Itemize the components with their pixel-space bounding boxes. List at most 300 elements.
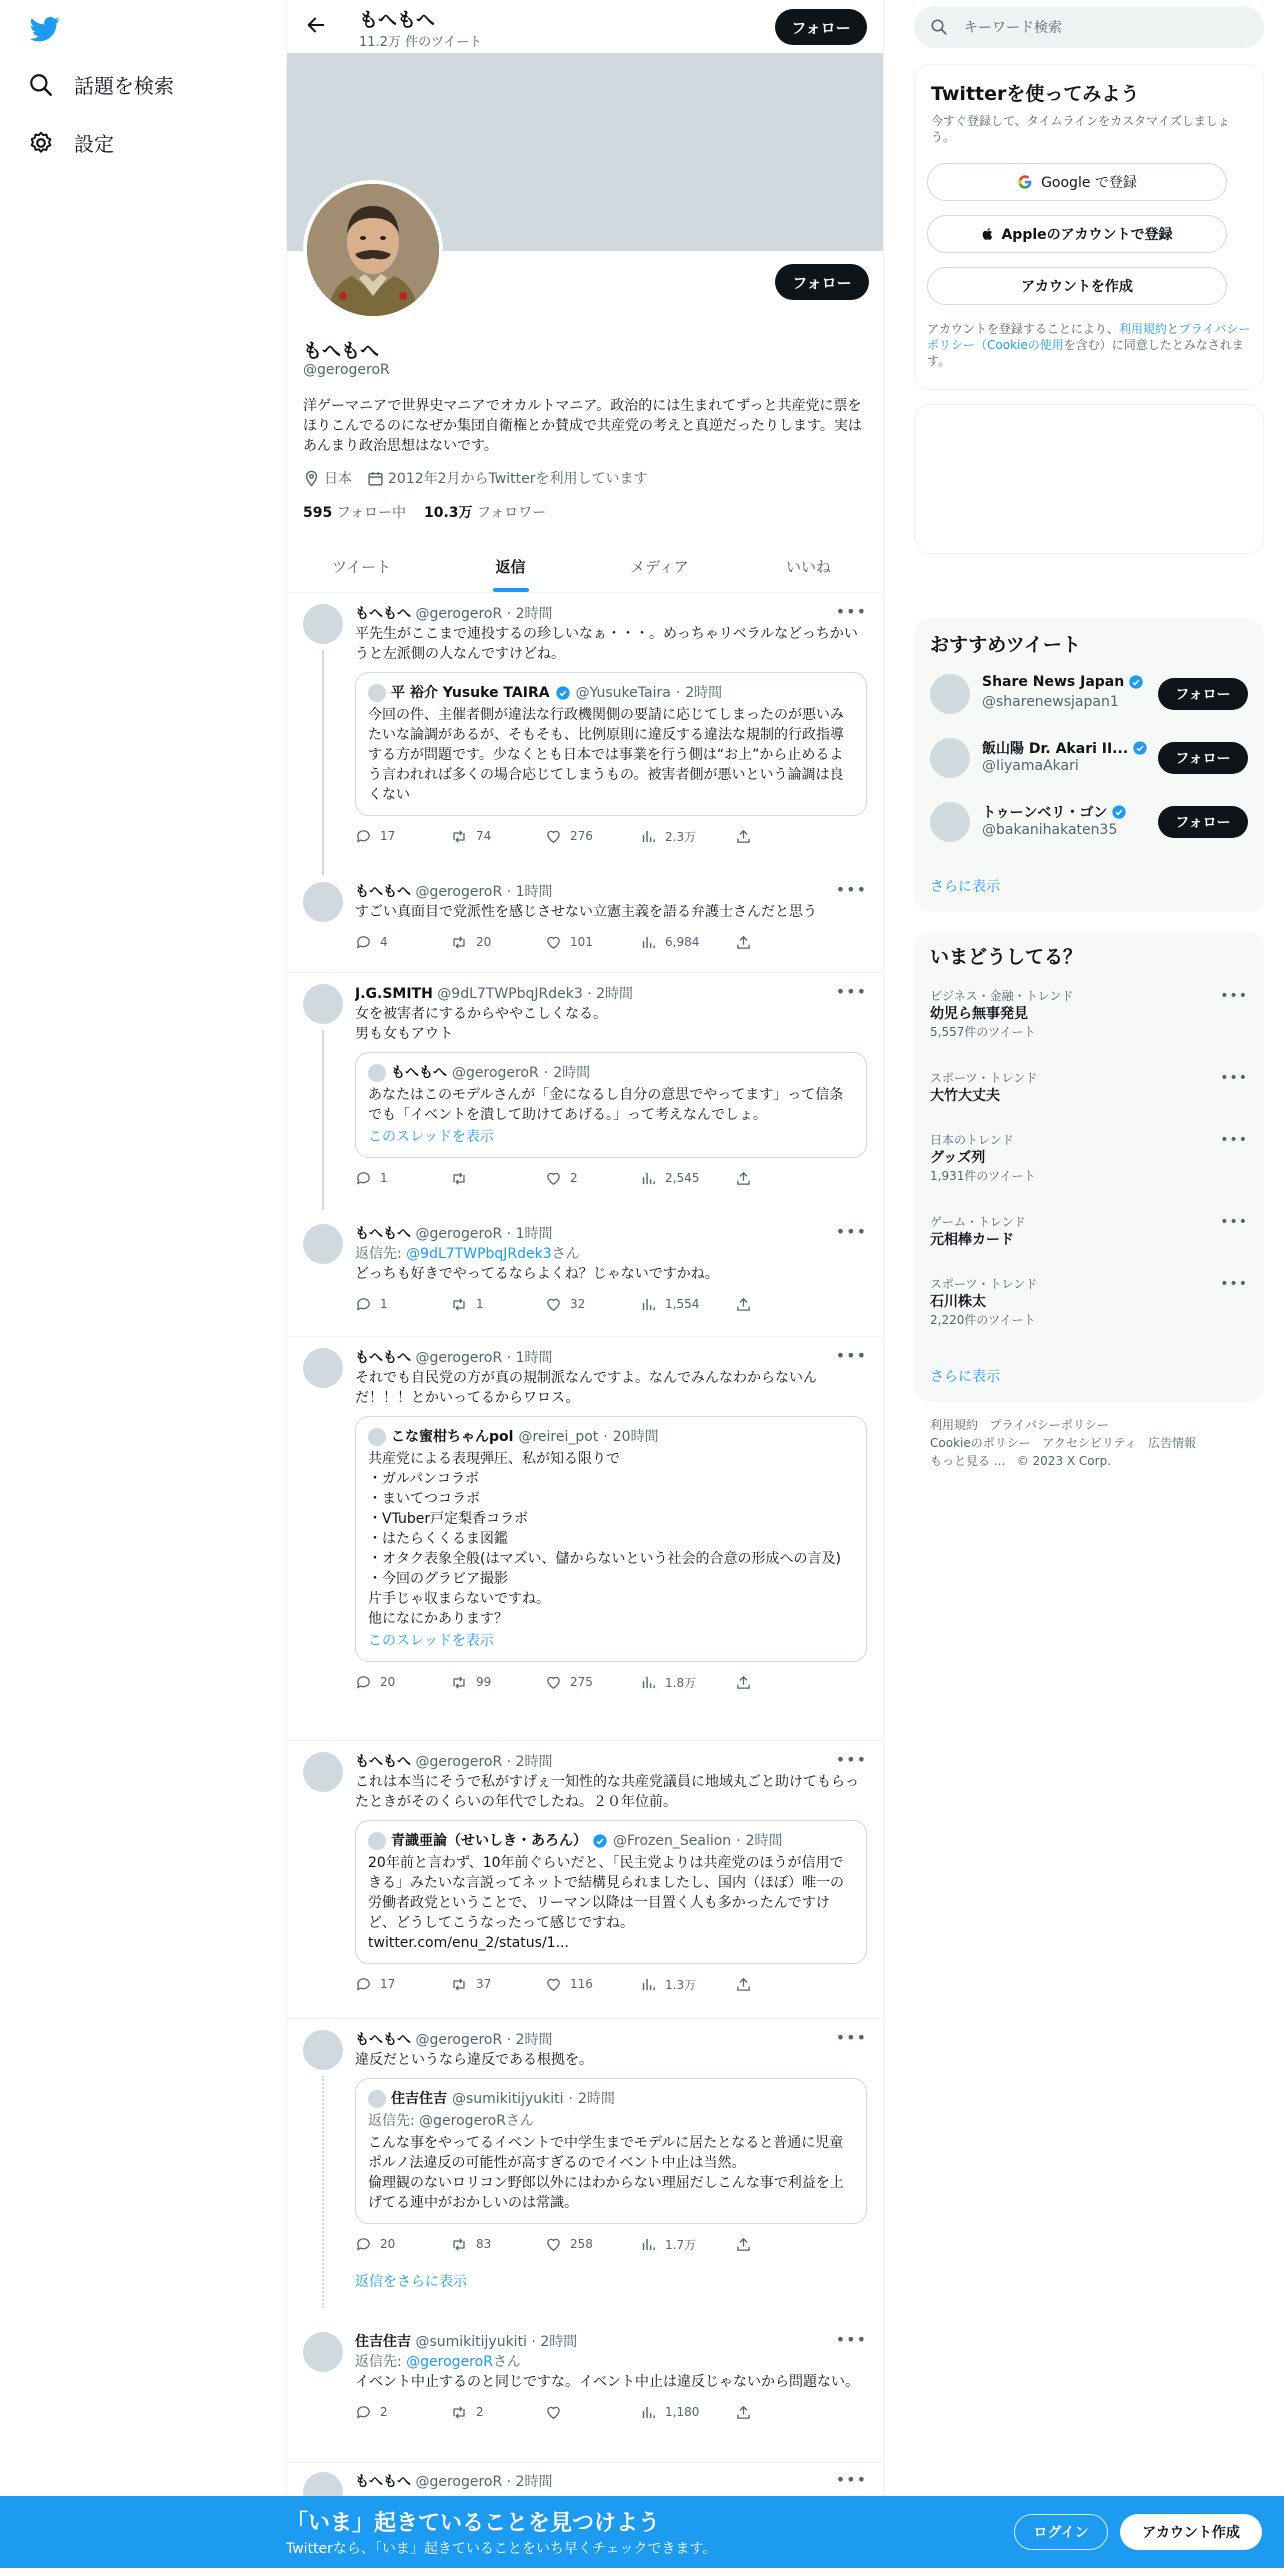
quote-avatar xyxy=(368,1064,386,1082)
reply-button[interactable] xyxy=(355,2236,450,2253)
empty-widget xyxy=(914,404,1264,554)
more-icon[interactable]: ••• xyxy=(1220,1132,1248,1148)
tweet[interactable]: ••• もへもへ @gerogeroR · 1時間 すごい真面目で党派性を感じさせない立憲主義を語る弁護士さんだと思う 4 20 101 6,984 xyxy=(287,874,883,972)
tweet-author-name[interactable]: もへもへ xyxy=(355,1754,411,1770)
tweet-text: 違反だというなら違反である根拠を。 xyxy=(355,2052,593,2068)
trend-category: スポーツ・トレンド xyxy=(930,1277,1038,1291)
tweet-author-name[interactable]: もへもへ xyxy=(355,1226,411,1242)
tweet-text: すごい真面目で党派性を感じさせない立憲主義を語る弁護士さんだと思う xyxy=(355,904,817,920)
tweet-time[interactable]: 1時間 xyxy=(515,884,553,900)
bottom-bar-subtitle: Twitterなら、「いま」起きていることをいち早くチェックできます。 xyxy=(286,2541,717,2557)
views-button[interactable] xyxy=(640,1296,735,1313)
profile-location xyxy=(303,468,352,488)
trend-category: スポーツ・トレンド xyxy=(930,1071,1038,1085)
recommended-name xyxy=(982,674,1144,690)
following-link[interactable] xyxy=(303,502,406,522)
trend-item[interactable] xyxy=(930,1276,1248,1328)
profile-bio: 洋ゲーマニアで世界史マニアでオカルトマニア。政治的には生まれてずっと共産党に票をほりこんでるのになぜか集団自衛権とか賛成で共産党の考えと真逆だったりします。実はあんまり政治思想はないです。 xyxy=(303,398,862,454)
tweet-avatar[interactable] xyxy=(303,1752,343,1792)
tweet[interactable]: ••• もへもへ @gerogeroR · 1時間 それでも自民党の方が真の規制派なんですよ。なんでみんなわからないんだ！！！とかいってるからワロス。 こな蜜柑ちゃんpol @reirei_pot · 20時間 共産党による表現弾圧、私が知る限りで ・ガルパンコラボ ・まいてつコラボ ・VTuber戸定梨香コラボ ・はたらくくるま図鑑 ・オタク表象全般(はマズい、儲からないという社会的合意の形成への言及) ・今回のグラビア撮影 片手じゃ収まらないですね。 他になにかあります？ このスレッドを表示 20 99 275 1.8万 xyxy=(287,1338,883,1738)
reply-button[interactable] xyxy=(355,1296,450,1313)
legal-post: を含む）に同意したとみなされます。 xyxy=(927,338,1244,368)
show-more-replies-link[interactable]: 返信をさらに表示 xyxy=(355,2274,467,2290)
reply-icon xyxy=(355,828,372,845)
google-signup-label: Google で登録 xyxy=(1041,175,1137,191)
quote-author-name: 住吉住吉 xyxy=(391,2091,447,2107)
profile-header-bar xyxy=(287,0,883,53)
views-button[interactable] xyxy=(640,1674,735,1691)
tweet[interactable]: ••• 住吉住吉 @sumikitijyukiti · 2時間 返信先: @gerogeroRさん イベント中止するのと同じですな。イベント中止は違反じゃないから問題ない。 2 2 1,180 xyxy=(287,2322,883,2462)
avatar[interactable] xyxy=(930,802,970,842)
tweet-author-handle[interactable]: @gerogeroR xyxy=(415,884,503,900)
tweet[interactable]: ••• もへもへ @gerogeroR · 2時間 xyxy=(287,2464,883,2504)
signup-legal xyxy=(927,321,1253,369)
recommended-name-text: トゥーンベリ・ゴン xyxy=(982,805,1108,821)
footer-more[interactable]: もっと見る ... xyxy=(930,1454,1006,1468)
signup-title: Twitterを使ってみよう xyxy=(931,83,1140,105)
profile-joined xyxy=(367,468,647,488)
like-count: 258 xyxy=(570,2237,593,2251)
more-icon[interactable]: ••• xyxy=(835,602,867,621)
tweet[interactable]: ••• もへもへ @gerogeroR · 2時間 これは本当にそうで私がすげぇ一知性的な共産党議員に地域丸ごと助けてもらったときがそのくらいの年代でしたね。２０年位前。 青識亜論（せいしき・あろん） @Frozen_Sealion · 2時間 20年前と言わず、10年前ぐらいだと、「民主党よりは共産党のほうが信用できる」みたいな言説ってネットで結構見られましたし、国内（ほぼ）唯一の労働者政党ということで、リーマン以降は一目置く人も多かったんですけど、どうしてこうなったって感じですね。 twitter.com/enu_2/status/1... 17 37 116 1.3万 xyxy=(287,1742,883,2016)
share-icon xyxy=(735,1296,752,1313)
more-icon[interactable]: ••• xyxy=(835,2028,867,2047)
search-box[interactable] xyxy=(914,6,1264,48)
share-button[interactable] xyxy=(735,828,830,845)
terms-link[interactable]: 利用規約 xyxy=(1118,322,1167,336)
profile-joined-text: 2012年2月からTwitterを利用しています xyxy=(388,471,648,487)
view-count: 1.8万 xyxy=(665,1675,697,1690)
trend-name: 石川株太 xyxy=(930,1294,986,1310)
retweet-count: 37 xyxy=(476,1977,492,1991)
quote-author-name: もへもへ xyxy=(391,1065,447,1081)
retweet-button[interactable] xyxy=(450,828,545,845)
privacy-link[interactable]: プライバシーポリシー（Cookieの使用 xyxy=(927,322,1251,352)
verified-badge-icon xyxy=(1128,674,1144,690)
reply-button[interactable] xyxy=(355,828,450,845)
reply-icon xyxy=(355,1296,372,1313)
nav-settings-label: 設定 xyxy=(74,132,114,156)
tweet-author-handle[interactable]: @gerogeroR xyxy=(415,1754,503,1770)
tweet-time[interactable]: 2時間 xyxy=(540,2334,578,2350)
like-button[interactable] xyxy=(545,2404,640,2421)
reply-button[interactable] xyxy=(355,1170,450,1187)
tweet-time[interactable]: 2時間 xyxy=(515,2032,553,2048)
tweet-actions xyxy=(355,1294,867,1314)
show-thread-link[interactable]: このスレッドを表示 xyxy=(368,1633,494,1649)
tweet-text: どっちも好きでやってるならよくね？じゃないですかね。 xyxy=(355,1266,719,1282)
reply-count: 17 xyxy=(380,1977,396,1991)
views-chart-icon xyxy=(640,1674,657,1691)
quote-reply-to: 返信先: @gerogeroRさん xyxy=(368,2113,534,2129)
share-icon xyxy=(735,1976,752,1993)
thread-line xyxy=(322,1030,324,1210)
tweet-author-name[interactable]: もへもへ xyxy=(355,2474,411,2490)
follow-button[interactable]: フォロー xyxy=(1158,742,1248,774)
footer-copyright: © 2023 X Corp. xyxy=(1016,1454,1112,1468)
retweet-icon xyxy=(450,2404,468,2421)
tab-tweets[interactable]: ツイート xyxy=(331,557,392,576)
like-count: 2 xyxy=(570,1171,578,1185)
recommended-name-text: 飯山陽 Dr. Akari II... xyxy=(982,741,1129,757)
trend-item[interactable] xyxy=(930,1132,1248,1184)
show-thread-link[interactable]: このスレッドを表示 xyxy=(368,1129,494,1145)
nav-explore-label: 話題を検索 xyxy=(74,74,174,98)
more-icon[interactable]: ••• xyxy=(835,2330,867,2349)
trend-item[interactable] xyxy=(930,1214,1248,1250)
view-count: 2,545 xyxy=(665,1171,700,1185)
retweet-button[interactable] xyxy=(450,934,545,951)
reply-icon xyxy=(355,2236,372,2253)
right-sidebar xyxy=(914,0,1264,2568)
quote-tweet[interactable]: こな蜜柑ちゃんpol @reirei_pot · 20時間 共産党による表現弾圧、私が知る限りで ・ガルパンコラボ ・まいてつコラボ ・VTuber戸定梨香コラボ ・はたらくくるま図鑑 ・オタク表象全般(はマズい、儲からないという社会的合意の形成への言及) ・今回のグラビア撮影 片手じゃ収まらないですね。 他になにかあります？ このスレッドを表示 xyxy=(355,1416,867,1662)
tweet-actions xyxy=(355,2234,867,2254)
tweet-avatar[interactable] xyxy=(303,2030,343,2070)
tweet-author-name[interactable]: もへもへ xyxy=(355,606,411,622)
like-count: 101 xyxy=(570,935,593,949)
trend-item[interactable] xyxy=(930,1070,1248,1106)
views-button[interactable] xyxy=(640,2236,735,2253)
more-icon[interactable]: ••• xyxy=(835,982,867,1001)
recommended-name xyxy=(982,802,1127,822)
recommended-show-more[interactable]: さらに表示 xyxy=(930,879,1000,895)
tab-replies[interactable]: 返信 xyxy=(436,540,585,592)
share-button[interactable] xyxy=(735,2404,830,2421)
quote-avatar xyxy=(368,1832,386,1850)
quote-tweet[interactable]: 青識亜論（せいしき・あろん） @Frozen_Sealion · 2時間 20年前と言わず、10年前ぐらいだと、「民主党よりは共産党のほうが信用できる」みたいな言説ってネットで結構見られましたし、国内（ほぼ）唯一の労働者政党ということで、リーマン以降は一目置く人も多かったんですけど、どうしてこうなったって感じですね。 twitter.com/enu_2/status/1... xyxy=(355,1820,867,1964)
tweet-text: 平先生がここまで連投するの珍しいなぁ・・・。めっちゃリベラルなどっちかいうと左派側の人なんですけどね。 xyxy=(355,626,858,662)
trend-category: ゲーム・トレンド xyxy=(930,1215,1026,1229)
following-label: フォロー中 xyxy=(336,505,406,521)
thread-line xyxy=(322,2076,324,2308)
recommended-account[interactable] xyxy=(930,734,1248,782)
trend-count: 2,220件のツイート xyxy=(930,1313,1036,1327)
heart-icon xyxy=(545,828,562,845)
share-icon xyxy=(735,828,752,845)
followers-link[interactable] xyxy=(424,502,546,522)
retweet-button[interactable] xyxy=(450,1976,545,1993)
recommended-account[interactable] xyxy=(930,798,1248,846)
reply-count: 2 xyxy=(380,2405,388,2419)
recommended-handle: @IiyamaAkari xyxy=(982,758,1079,774)
tweet-text: イベント中止するのと同じですな。イベント中止は違反じゃないから問題ない。 xyxy=(355,2374,859,2390)
apple-signup-button[interactable] xyxy=(927,215,1227,253)
views-chart-icon xyxy=(640,828,657,845)
trend-name: 幼児ら無事発見 xyxy=(930,1006,1028,1022)
tweet-avatar[interactable] xyxy=(303,2332,343,2372)
heart-icon xyxy=(545,934,562,951)
share-button[interactable] xyxy=(735,1170,830,1187)
heart-icon xyxy=(545,1976,562,1993)
like-button[interactable] xyxy=(545,1976,640,1993)
heart-icon xyxy=(545,1296,562,1313)
heart-icon xyxy=(545,2236,562,2253)
quote-author-handle: @sumikitijyukiti xyxy=(452,2091,564,2107)
reply-icon xyxy=(355,1170,372,1187)
tweet-avatar[interactable] xyxy=(303,984,343,1024)
trend-name: グッズ列 xyxy=(930,1150,986,1166)
quote-tweet[interactable]: もへもへ @gerogeroR · 2時間 あなたはこのモデルさんが「金になるし自分の意思でやってます」って信条でも「イベントを潰して助けてあげる。」って考えなんでしょ。 このスレッドを表示 xyxy=(355,1052,867,1158)
retweet-button[interactable] xyxy=(450,1170,545,1187)
tweet-text: 女を被害者にするからややこしくなる。 男も女もアウト xyxy=(355,1006,607,1042)
quote-tweet[interactable]: 住吉住吉 @sumikitijyukiti · 2時間 返信先: @gerogeroRさん こんな事をやってるイベントで中学生までモデルに居たとなると普通に児童ポルノ法違反の可能性が高すぎるのでイベント中止は当然。 倫理観のないロリコン野郎以外にはわからない理屈だしこんな事で利益を上げてる連中がおかしいのは常識。 xyxy=(355,2078,867,2224)
retweet-button[interactable] xyxy=(450,2404,545,2421)
quote-time: 2時間 xyxy=(553,1065,591,1081)
like-button[interactable] xyxy=(545,934,640,951)
views-button[interactable] xyxy=(640,934,735,951)
divider xyxy=(287,1740,883,1741)
more-icon[interactable]: ••• xyxy=(1220,1214,1248,1230)
like-button[interactable] xyxy=(545,828,640,845)
tweet-author-handle[interactable]: @gerogeroR xyxy=(415,2032,503,2048)
views-button[interactable] xyxy=(640,828,735,845)
tweet-time[interactable]: 2時間 xyxy=(596,986,634,1002)
more-icon[interactable]: ••• xyxy=(835,2470,867,2489)
quote-author-name: 青識亜論（せいしき・あろん） xyxy=(391,1833,587,1849)
tweet-author-handle[interactable]: @gerogeroR xyxy=(415,606,503,622)
profile-tabs xyxy=(287,540,883,593)
footer-terms[interactable]: 利用規約 xyxy=(930,1418,979,1432)
login-button[interactable]: ログイン xyxy=(1014,2514,1108,2550)
more-icon[interactable]: ••• xyxy=(1220,1070,1248,1086)
tweet-author-name[interactable]: もへもへ xyxy=(355,1350,411,1366)
tweet-author-name[interactable]: J.G.SMITH xyxy=(355,986,433,1002)
tweet-time[interactable]: 2時間 xyxy=(515,606,553,622)
tweet-avatar[interactable] xyxy=(303,1348,343,1388)
recommended-tweets-card xyxy=(914,618,1264,912)
legal-pre: アカウントを登録することにより、 xyxy=(927,322,1119,336)
trends-show-more[interactable]: さらに表示 xyxy=(930,1369,1000,1385)
twitter-logo-icon[interactable] xyxy=(30,14,60,48)
tweet-avatar[interactable] xyxy=(303,1224,343,1264)
retweet-icon xyxy=(450,934,468,951)
reply-button[interactable] xyxy=(355,2404,450,2421)
like-button[interactable] xyxy=(545,1296,640,1313)
trends-title: いまどうしてる？ xyxy=(930,946,1083,968)
more-icon[interactable]: ••• xyxy=(1220,988,1248,1004)
avatar[interactable] xyxy=(930,674,970,714)
retweet-count: 2 xyxy=(476,2405,484,2419)
tweet-author-name[interactable]: もへもへ xyxy=(355,884,411,900)
divider xyxy=(287,1336,883,1337)
location-pin-icon xyxy=(303,470,320,487)
tweet-avatar[interactable] xyxy=(303,882,343,922)
tweet-text: それでも自民党の方が真の規制派なんですよ。なんでみんなわからないんだ！！！とかいってるからワロス。 xyxy=(355,1370,817,1406)
tweet[interactable]: ••• もへもへ @gerogeroR · 2時間 平先生がここまで連投するの珍しいなぁ・・・。めっちゃリベラルなどっちかいうと左派側の人なんですけどね。 平 裕介 Yusuke TAIRA @YusukeTaira · 2時間 今回の件、主催者側が違法な行政機関側の要請に応じてしまったのが悪いみたいな論調があるが、そもそも、比例原則に違反する違法な規制的行政指導する方が問題です。少なくとも日本では事業を行う側は“お上”から止めるよう言われれば多くの場合応じてしまうもの。被害者側が悪いという論調は良くない 17 74 276 2.3万 xyxy=(287,596,883,871)
views-button[interactable] xyxy=(640,2404,735,2421)
google-signup-button[interactable] xyxy=(927,163,1227,201)
tweet-time[interactable]: 2時間 xyxy=(515,1754,553,1770)
follow-button[interactable]: フォロー xyxy=(1158,678,1248,710)
retweet-button[interactable] xyxy=(450,1674,545,1691)
more-icon[interactable]: ••• xyxy=(1220,1276,1248,1292)
tweet-author-handle[interactable]: @sumikitijyukiti xyxy=(415,2334,527,2350)
search-icon xyxy=(28,72,54,98)
reply-button[interactable] xyxy=(355,934,450,951)
share-icon xyxy=(735,1674,752,1691)
back-arrow-icon[interactable] xyxy=(305,14,327,40)
recommended-handle: @bakanihakaten35 xyxy=(982,822,1118,838)
retweet-icon xyxy=(450,828,468,845)
quote-avatar xyxy=(368,1428,386,1446)
trends-card xyxy=(914,932,1264,1402)
retweet-button[interactable] xyxy=(450,2236,545,2253)
more-icon[interactable]: ••• xyxy=(835,1750,867,1769)
more-icon[interactable]: ••• xyxy=(835,1346,867,1365)
retweet-icon xyxy=(450,1674,468,1691)
view-count: 1,554 xyxy=(665,1297,700,1311)
retweet-count: 83 xyxy=(476,2237,492,2251)
like-button[interactable] xyxy=(545,1170,640,1187)
like-button[interactable] xyxy=(545,2236,640,2253)
recommended-handle: @sharenewsjapan1 xyxy=(982,694,1119,710)
reply-to-suffix: さん xyxy=(551,1246,580,1262)
search-icon xyxy=(930,18,948,36)
tweet-actions xyxy=(355,826,867,846)
quote-avatar xyxy=(368,684,386,702)
share-icon xyxy=(735,934,752,951)
nav-settings[interactable] xyxy=(28,128,114,157)
recommended-title: おすすめツイート xyxy=(930,634,1081,656)
retweet-count: 74 xyxy=(476,829,492,843)
trend-count: 5,557件のツイート xyxy=(930,1025,1036,1039)
share-icon xyxy=(735,1170,752,1187)
reply-icon xyxy=(355,934,372,951)
share-button[interactable] xyxy=(735,1296,830,1313)
reply-button[interactable] xyxy=(355,1976,450,1993)
calendar-icon xyxy=(367,470,384,487)
following-count: 595 xyxy=(303,505,333,521)
more-icon[interactable]: ••• xyxy=(835,1222,867,1241)
tweet-time[interactable]: 1時間 xyxy=(515,1350,553,1366)
tweet-author-handle[interactable]: @9dL7TWPbqJRdek3 xyxy=(437,986,583,1002)
create-account-button[interactable]: アカウントを作成 xyxy=(927,267,1227,305)
signup-card xyxy=(914,64,1264,390)
share-button[interactable] xyxy=(735,2236,830,2253)
trend-category: ビジネス・金融・トレンド xyxy=(930,989,1074,1003)
quote-time: 2時間 xyxy=(577,2091,615,2107)
footer-accessibility[interactable]: アクセシビリティ xyxy=(1042,1436,1137,1450)
search-placeholder: キーワード検索 xyxy=(964,20,1062,36)
header-follow-button[interactable]: フォロー xyxy=(775,9,867,45)
views-button[interactable] xyxy=(640,1170,735,1187)
trend-name: 大竹大丈夫 xyxy=(930,1088,1000,1104)
verified-badge-icon xyxy=(1111,804,1127,820)
reply-icon xyxy=(355,1674,372,1691)
view-count: 1.7万 xyxy=(665,2237,697,2252)
quote-text: 今回の件、主催者側が違法な行政機関側の要請に応じてしまったのが悪いみたいな論調があるが、そもそも、比例原則に違反する違法な規制的行政指導する方が問題です。少なくとも日本では事業を行う側は“お上”から止めるよう言われれば多くの場合応じてしまうもの。被害者側が悪いという論調は良くない xyxy=(368,707,844,803)
trend-category: 日本のトレンド xyxy=(930,1133,1014,1147)
tweet[interactable]: ••• もへもへ @gerogeroR · 2時間 違反だというなら違反である根拠を。 住吉住吉 @sumikitijyukiti · 2時間 返信先: @gerogeroRさん こんな事をやってるイベントで中学生までモデルに居たとなると普通に児童ポルノ法違反の可能性が高すぎるのでイベント中止は当然。 倫理観のないロリコン野郎以外にはわからない理屈だしこんな事で利益を上げてる連中がおかしいのは常識。 20 83 258 1.7万 返信をさらに表示 xyxy=(287,2020,883,2320)
footer-ads[interactable]: 広告情報 xyxy=(1148,1436,1197,1450)
retweet-count: 1 xyxy=(476,1297,484,1311)
quote-time: 20時間 xyxy=(612,1429,659,1445)
reply-icon xyxy=(355,2404,372,2421)
tweet-avatar[interactable] xyxy=(303,604,343,644)
tweet-author-handle[interactable]: @gerogeroR xyxy=(415,1226,503,1242)
quote-tweet[interactable]: 平 裕介 Yusuke TAIRA @YusukeTaira · 2時間 今回の件、主催者側が違法な行政機関側の要請に応じてしまったのが悪いみたいな論調があるが、そもそも、比例原則に違反する違法な規制的行政指導する方が問題です。少なくとも日本では事業を行う側は“お上”から止めるよう言われれば多くの場合応じてしまうもの。被害者側が悪いという論調は良くない xyxy=(355,672,867,816)
more-icon[interactable]: ••• xyxy=(835,880,867,899)
reply-to-label: 返信先: xyxy=(355,2354,402,2370)
tweet[interactable]: ••• もへもへ @gerogeroR · 1時間 返信先: @9dL7TWPbqJRdek3さん どっちも好きでやってるならよくね？じゃないですかね。 1 1 32 1,554 xyxy=(287,1216,883,1336)
tweet-author-name[interactable]: もへもへ xyxy=(355,2032,411,2048)
verified-badge-icon xyxy=(1132,740,1148,756)
avatar[interactable] xyxy=(930,738,970,778)
reply-to-label: 返信先: xyxy=(355,1246,402,1262)
trend-item[interactable] xyxy=(930,988,1248,1040)
like-button[interactable] xyxy=(545,1674,640,1691)
reply-to-line xyxy=(355,2352,867,2372)
quote-time: 2時間 xyxy=(745,1833,783,1849)
tweet-actions xyxy=(355,1168,867,1188)
verified-badge-icon xyxy=(555,685,571,701)
views-chart-icon xyxy=(640,1296,657,1313)
tweet-time[interactable]: 2時間 xyxy=(515,2474,553,2490)
quote-text: あなたはこのモデルさんが「金になるし自分の意思でやってます」って信条でも「イベントを潰して助けてあげる。」って考えなんでしょ。 xyxy=(368,1087,844,1123)
retweet-icon xyxy=(450,1976,468,1993)
like-count: 276 xyxy=(570,829,593,843)
signup-button[interactable]: アカウント作成 xyxy=(1120,2514,1262,2550)
share-button[interactable] xyxy=(735,934,830,951)
tweet-author-handle[interactable]: @gerogeroR xyxy=(415,2474,503,2490)
retweet-icon xyxy=(450,2236,468,2253)
tweet-time[interactable]: 1時間 xyxy=(515,1226,553,1242)
views-chart-icon xyxy=(640,2236,657,2253)
footer-cookie[interactable]: Cookieのポリシー xyxy=(930,1436,1031,1450)
quote-text: 20年前と言わず、10年前ぐらいだと、「民主党よりは共産党のほうが信用できる」みたいな言説ってネットで結構見られましたし、国内（ほぼ）唯一の労働者政党ということで、リーマン以降は一目置く人も多かったんですけど、どうしてこうなったって感じですね。 twitter.com/enu_2/status/1... xyxy=(368,1855,844,1951)
profile-avatar[interactable] xyxy=(303,180,443,320)
profile-follow-button[interactable]: フォロー xyxy=(775,264,869,300)
views-button[interactable] xyxy=(640,1976,735,1993)
reply-count: 17 xyxy=(380,829,396,843)
view-count: 1,180 xyxy=(665,2405,700,2419)
recommended-account[interactable] xyxy=(930,670,1248,718)
retweet-button[interactable] xyxy=(450,1296,545,1313)
reply-count: 20 xyxy=(380,1675,396,1689)
tweet-author-name[interactable]: 住吉住吉 xyxy=(355,2334,411,2350)
heart-icon xyxy=(545,1170,562,1187)
signup-subtitle: 今すぐ登録して、タイムラインをカスタマイズしましょう。 xyxy=(931,114,1230,144)
apple-signup-label: Appleのアカウントで登録 xyxy=(1001,227,1173,243)
bottom-bar-title: 「いま」起きていることを見つけよう xyxy=(286,2511,661,2536)
retweet-icon xyxy=(450,1170,468,1187)
share-button[interactable] xyxy=(735,1976,830,1993)
reply-to-handle[interactable]: @9dL7TWPbqJRdek3 xyxy=(406,1246,552,1262)
tab-likes[interactable]: いいね xyxy=(785,557,831,576)
share-button[interactable] xyxy=(735,1674,830,1691)
tweet-author-handle[interactable]: @gerogeroR xyxy=(415,1350,503,1366)
gear-icon xyxy=(28,130,54,156)
heart-icon xyxy=(545,2404,562,2421)
verified-badge-icon xyxy=(592,1833,608,1849)
follow-button[interactable]: フォロー xyxy=(1158,806,1248,838)
tweet-actions xyxy=(355,2402,867,2422)
view-count: 1.3万 xyxy=(665,1977,697,1992)
reply-button[interactable] xyxy=(355,1674,450,1691)
footer-privacy[interactable]: プライバシーポリシー xyxy=(989,1418,1109,1432)
quote-text: こんな事をやってるイベントで中学生までモデルに居たとなると普通に児童ポルノ法違反の可能性が高すぎるのでイベント中止は当然。 倫理観のないロリコン野郎以外にはわからない理屈だしこんな事で利益を上げてる連中がおかしいのは常識。 xyxy=(368,2135,844,2211)
reply-to-suffix: さん xyxy=(492,2354,521,2370)
quote-author-handle: @YusukeTaira xyxy=(575,685,671,701)
bottom-signup-bar xyxy=(0,2496,1284,2568)
reply-to-handle[interactable]: @gerogeroR xyxy=(406,2354,493,2370)
tweet[interactable]: ••• J.G.SMITH @9dL7TWPbqJRdek3 · 2時間 女を被害者にするからややこしくなる。 男も女もアウト もへもへ @gerogeroR · 2時間 あなたはこのモデルさんが「金になるし自分の意思でやってます」って信条でも「イベントを潰して助けてあげる。」って考えなんでしょ。 このスレッドを表示 1 2 2,545 xyxy=(287,974,883,1210)
nav-explore[interactable] xyxy=(28,70,174,99)
share-icon xyxy=(735,2236,752,2253)
tab-media[interactable]: メディア xyxy=(630,557,689,576)
tweet-actions xyxy=(355,1672,867,1692)
quote-avatar xyxy=(368,2090,386,2108)
